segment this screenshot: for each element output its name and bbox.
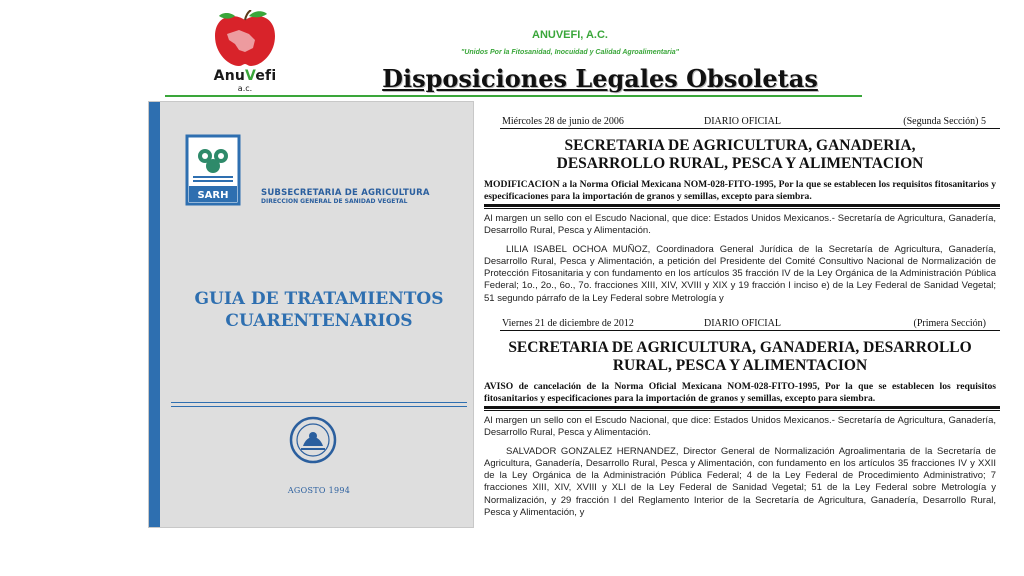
secretaria-line2: RURAL, PESCA Y ALIMENTACION [612, 357, 868, 374]
seal-icon [289, 416, 337, 464]
gazette-paper-name: DIARIO OFICIAL [704, 318, 781, 329]
gazette-decree-title: AVISO de cancelación de la Norma Oficial Mexicana NOM-028-FITO-1995, Por la que se establecen los requisitos fitosanitarios y especificaciones para la importación de granos y semillas, excepto para siembra. [484, 381, 996, 404]
gazette-decree-title: MODIFICACION a la Norma Oficial Mexicana NOM-028-FITO-1995, Por la que se establecen los requisitos fitosanitarios y especificaciones para la importación de granos y semillas, excepto para siembra. [484, 179, 996, 202]
secretaria-line1: SECRETARIA DE AGRICULTURA, GANADERIA, DESARROLLO [508, 339, 972, 356]
sarh-logo [185, 134, 241, 206]
page-title: Disposiciones Legales Obsoletas [382, 64, 818, 93]
decree-rule-thick [484, 406, 1000, 409]
gazette-header-rule [500, 128, 1000, 129]
cover-subsecretaria: SUBSECRETARIA DE AGRICULTURA [261, 188, 430, 198]
secretaria-line1: SECRETARIA DE AGRICULTURA, GANADERIA, [564, 137, 916, 154]
gazette-secretaria-heading [480, 339, 1000, 375]
cover-rule-bottom [171, 406, 467, 407]
cover-side-band [149, 102, 160, 527]
cover-title-line1: GUIA DE TRATAMIENTOS [194, 289, 444, 309]
gazette-date: Miércoles 28 de junio de 2006 [502, 116, 624, 127]
decree-rule-thin [484, 208, 1000, 209]
gazette-header-rule [500, 330, 1000, 331]
gazette-section: (Primera Sección) [913, 318, 986, 329]
anuvefi-logo [205, 10, 285, 96]
sanidad-vegetal-seal [289, 416, 337, 464]
guide-cover-image [148, 101, 474, 528]
organization-motto: "Unidos Por la Fitosanidad, Inocuidad y Calidad Agroalimentaria" [461, 49, 679, 56]
gazette-header [480, 110, 1000, 126]
sarh-logo-text: SARH [197, 190, 229, 201]
gazette-body: LILIA ISABEL OCHOA MUÑOZ, Coordinadora General Jurídica de la Secretaría de Agricultura, Ganadería, Desarrollo Rural, Pesca y Alimentación, a petición del Presidente del Comité Consultivo Nacional de Normalización de Protección Fitosanitaria y con fundamento en los artículos 35 fracción IV de la Ley Orgánica de la Administración Pública Federal; 1o., 2o., 6o., 7o. fracciones XIII, XIV, XVIII y XIX y 19 fracción I inciso e) de la Ley Federal de Sanidad Vegetal; 51 segundo párrafo de la Ley Federal sobre Metrología y [484, 243, 996, 304]
cover-direccion: DIRECCION GENERAL DE SANIDAD VEGETAL [261, 198, 408, 205]
gazette-margin-note: Al margen un sello con el Escudo Nacional, que dice: Estados Unidos Mexicanos.- Secretaría de Agricultura, Ganadería, Desarrollo Rural, Pesca y Alimentación. [484, 415, 996, 439]
secretaria-line2: DESARROLLO RURAL, PESCA Y ALIMENTACION [556, 155, 924, 172]
organization-name: ANUVEFI, A.C. [532, 29, 608, 41]
gazette-secretaria-heading [480, 137, 1000, 173]
header-divider [165, 95, 862, 97]
decree-rule-thick [484, 204, 1000, 207]
apple-map-icon [205, 10, 285, 70]
gazette-section: (Segunda Sección) 5 [903, 116, 986, 127]
decree-rule-thin [484, 410, 1000, 411]
gazette-date: Viernes 21 de diciembre de 2012 [502, 318, 634, 329]
logo-subtitle: a.c. [237, 84, 253, 93]
sarh-emblem-icon [185, 134, 241, 206]
gazette-header [480, 312, 1000, 328]
diario-oficial-2006-excerpt [480, 110, 1000, 310]
cover-title [163, 288, 474, 332]
gazette-paper-name: DIARIO OFICIAL [704, 116, 781, 127]
gazette-body: SALVADOR GONZALEZ HERNANDEZ, Director General de Normalización Agroalimentaria de la Secretaría de Agricultura, Ganadería, Desarrollo Rural, Pesca y Alimentación, con fundamento en los artículos 35 fracciones IV y XXII de la Ley Orgánica de la Administración Pública Federal; 4 de la Ley Federal de Procedimiento Administrativo; 7 fracciones XIII, XIV, XVIII y XLI de la Ley Federal de Sanidad Vegetal; 51 de la Ley Federal sobre Metrología y Normalización, y 29 fracción I del Reglamento Interior de la Secretaría de Agricultura, Ganadería, Desarrollo Rural, Pesca y Alimentación, y [484, 445, 996, 519]
diario-oficial-2012-excerpt [480, 312, 1000, 528]
gazette-margin-note: Al margen un sello con el Escudo Nacional, que dice: Estados Unidos Mexicanos.- Secretaría de Agricultura, Ganadería, Desarrollo Rural, Pesca y Alimentación. [484, 213, 996, 237]
cover-title-line2: CUARENTENARIOS [225, 311, 413, 331]
logo-wordmark: AnuVefi [213, 68, 277, 84]
cover-rule-top [171, 402, 467, 403]
cover-date: AGOSTO 1994 [287, 486, 351, 495]
